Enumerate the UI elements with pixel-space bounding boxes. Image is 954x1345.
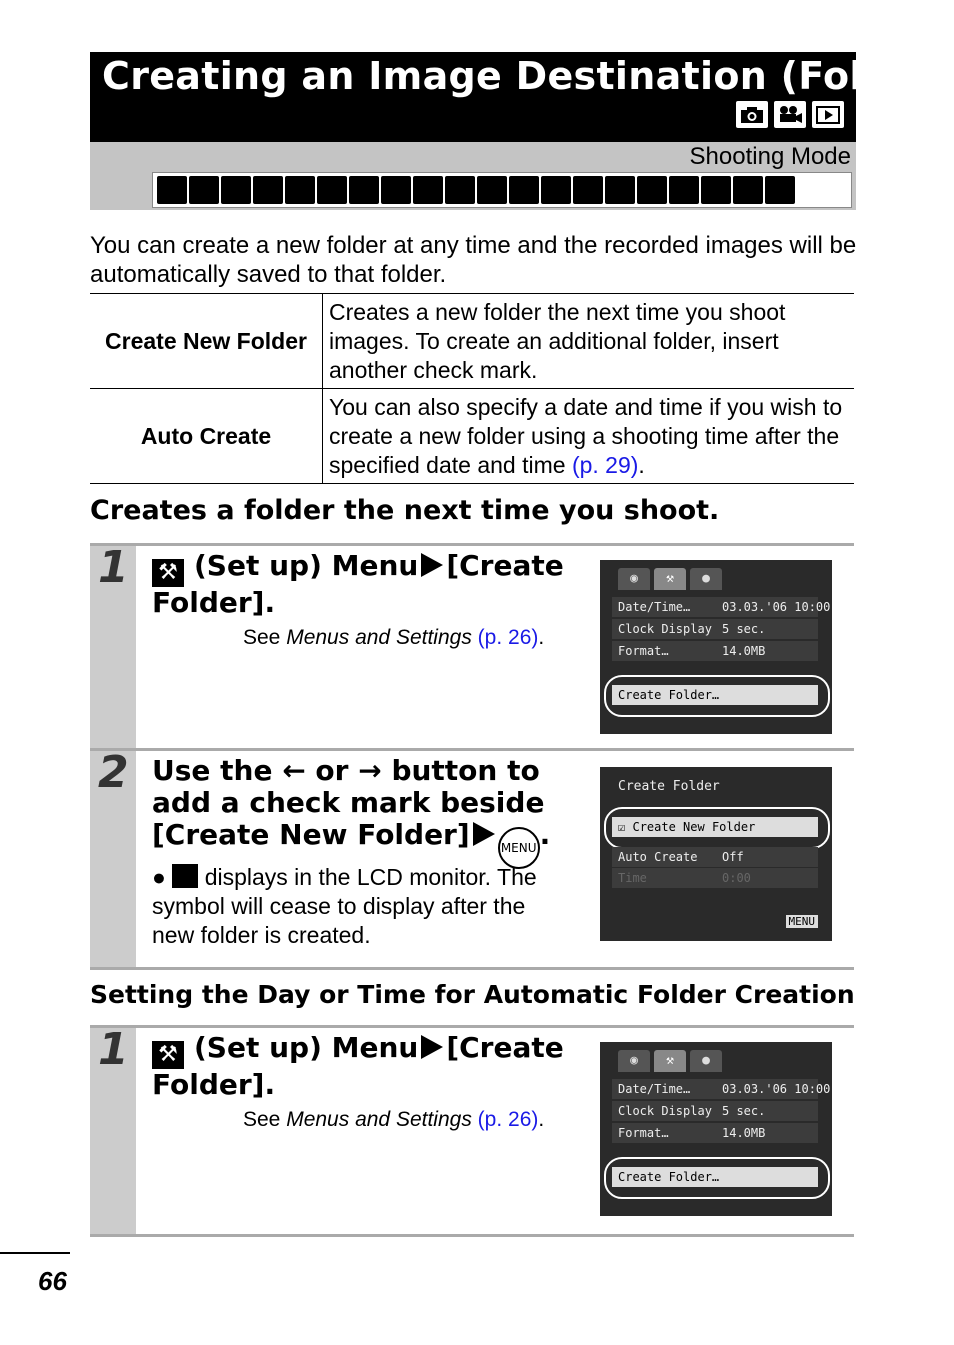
shooting-mode-icon — [221, 176, 251, 204]
my-camera-tab-icon: ● — [690, 568, 722, 590]
option-name: Auto Create — [90, 389, 323, 484]
shooting-mode-icon — [349, 176, 379, 204]
camera-icon — [736, 101, 768, 128]
page-link[interactable]: (p. 26) — [477, 626, 539, 649]
step-number: 1 — [98, 1024, 129, 1075]
applicable-modes — [736, 101, 844, 128]
shooting-mode-icon — [381, 176, 411, 204]
option-description: Creates a new folder the next time you shoot images. To create an additional folder, insert another check mark. — [323, 294, 855, 389]
step-number: 2 — [98, 747, 129, 798]
shooting-mode-icon — [317, 176, 347, 204]
section-heading: Creates a folder the next time you shoot. — [90, 495, 720, 526]
camera-tab-icon: ◉ — [618, 568, 650, 590]
arrow-left-icon: ← — [282, 754, 306, 787]
shooting-mode-icon — [157, 176, 187, 204]
shooting-mode-icon — [413, 176, 443, 204]
shooting-mode-icons — [152, 172, 852, 208]
my-camera-tab-icon: ● — [690, 1050, 722, 1072]
arrow-right-icon: → — [358, 754, 382, 787]
lcd-setup-menu: ◉ ⚒ ● Date/Time… 03.03.'06 10:00 Clock Display 5 sec. Format… 14.0MB Create Folder… — [600, 1042, 832, 1216]
shooting-mode-icon — [765, 176, 795, 204]
option-description: You can also specify a date and time if you wish to create a new folder using a shooting time after the specified date and time (p. 29). — [323, 389, 855, 484]
shooting-mode-icon — [477, 176, 507, 204]
setup-menu-icon: ⚒ — [152, 559, 184, 587]
section-heading: Setting the Day or Time for Automatic Folder Creation — [90, 980, 855, 1009]
shooting-mode-label: Shooting Mode — [689, 143, 851, 170]
shooting-mode-icon — [189, 176, 219, 204]
step-heading: ⚒ (Set up) Menu [Create Folder]. — [152, 1031, 564, 1101]
selection-highlight — [604, 807, 830, 849]
shooting-mode-icon — [541, 176, 571, 204]
menu-button-icon: MENU — [498, 827, 540, 869]
step-box — [90, 543, 854, 751]
page-link[interactable]: (p. 29) — [571, 451, 639, 478]
option-name: Create New Folder — [90, 294, 323, 389]
shooting-mode-icon — [509, 176, 539, 204]
setup-tab-icon: ⚒ — [654, 1050, 686, 1072]
new-folder-icon — [172, 864, 198, 888]
camera-tab-icon: ◉ — [618, 1050, 650, 1072]
see-reference: See Menus and Settings (p. 26). — [243, 1108, 545, 1131]
shooting-mode-icon — [637, 176, 667, 204]
page-title: Creating an Image Destination (Folder) — [102, 54, 954, 98]
page-rule — [0, 1252, 70, 1254]
lcd-create-folder: Create Folder ☑ Create New Folder Auto Create Off Time 0:00 MENU — [600, 767, 832, 941]
intro-text: You can create a new folder at any time and the recorded images will be automatically saved to that folder. — [90, 232, 857, 288]
step-heading: Use the ← or → button to add a check mark beside [Create New Folder] MENU . — [152, 755, 562, 869]
menu-return-label: MENU — [786, 915, 819, 928]
shooting-mode-icon — [573, 176, 603, 204]
arrow-right-icon — [473, 822, 495, 846]
step-box — [90, 748, 854, 970]
selection-highlight — [604, 675, 830, 717]
options-table — [90, 293, 854, 484]
playback-icon — [812, 101, 844, 128]
step-box — [90, 1025, 854, 1237]
table-row — [90, 389, 854, 484]
setup-tab-icon: ⚒ — [654, 568, 686, 590]
shooting-mode-icon — [253, 176, 283, 204]
table-row — [90, 294, 854, 389]
shooting-mode-icon — [669, 176, 699, 204]
shooting-mode-icon — [605, 176, 635, 204]
step-heading: ⚒ (Set up) Menu [Create Folder]. — [152, 549, 564, 619]
page-number: 66 — [38, 1266, 67, 1296]
page-link[interactable]: (p. 26) — [477, 1108, 539, 1131]
see-reference: See Menus and Settings (p. 26). — [243, 626, 545, 649]
movie-icon — [774, 101, 806, 128]
step-number: 1 — [98, 542, 129, 593]
shooting-mode-icon — [285, 176, 315, 204]
arrow-right-icon — [421, 1035, 443, 1059]
setup-menu-icon: ⚒ — [152, 1041, 184, 1069]
selection-highlight — [604, 1157, 830, 1199]
arrow-right-icon — [421, 553, 443, 577]
shooting-mode-icon — [733, 176, 763, 204]
lcd-setup-menu: ◉ ⚒ ● Date/Time… 03.03.'06 10:00 Clock Display 5 sec. Format… 14.0MB Create Folder… — [600, 560, 832, 734]
checkbox-icon: ☑ — [618, 820, 626, 834]
shooting-mode-icon — [701, 176, 731, 204]
step-bullet: ● displays in the LCD monitor. The symbol will cease to display after the new folder is created. — [152, 864, 537, 948]
shooting-mode-icon — [445, 176, 475, 204]
